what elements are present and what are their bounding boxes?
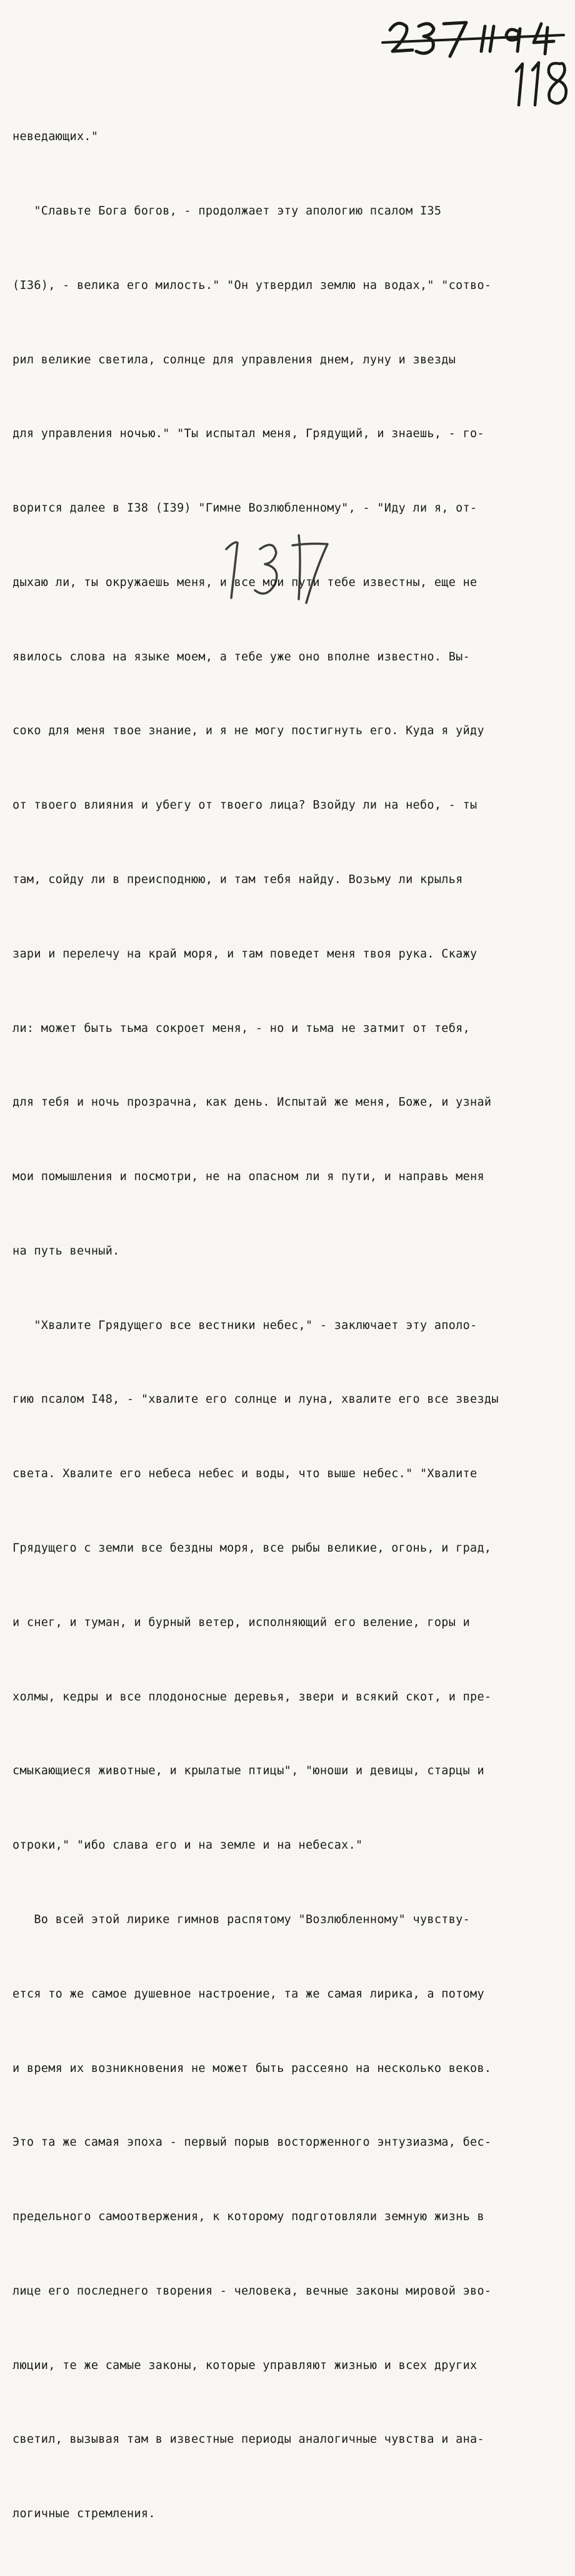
text-line: для тебя и ночь прозрачна, как день. Испытай же меня, Боже, и узнай: [12, 1096, 492, 1109]
text-line: люции, те же самые законы, которые управляют жизнью и всех других: [12, 2358, 478, 2372]
text-line: лице его последнего творения - человека, вечные законы мировой эво-: [12, 2284, 492, 2298]
text-line: Во всей этой лирике гимнов распятому "Возлюбленному" чувству-: [12, 1912, 471, 1926]
text-line: рил великие светила, солнце для управления днем, луну и звезды: [12, 353, 456, 366]
text-line: ворится далее в I38 (I39) "Гимне Возлюбленному", - "Иду ли я, от-: [12, 502, 478, 515]
text-line: ли: может быть тьма сокроет меня, - но и тьма не затмит от тебя,: [12, 1021, 471, 1035]
text-line: "Славьте Бога богов, - продолжает эту апологию псалом I35: [12, 204, 442, 218]
text-line: дыхаю ли, ты окружаешь меня, и все мои пути тебе известны, еще не: [12, 575, 478, 589]
text-line: зари и перелечу на край моря, и там поведет меня твоя рука. Скажу: [12, 947, 478, 961]
text-line: Это та же самая эпоха - первый порыв восторженного энтузиазма, бес-: [12, 2136, 492, 2149]
text-line: холмы, кедры и все плодоносные деревья, звери и всякий скот, и пре-: [12, 1690, 492, 1704]
typed-text-body: [12, 75, 550, 2576]
text-line: для управления ночью." "Ты испытал меня, Грядущий, и знаешь, - го-: [12, 427, 484, 441]
text-line: (I36), - велика его милость." "Он утвердил землю на водах," "сотво-: [12, 278, 492, 292]
text-line: там, сойду ли в преисподнюю, и там тебя найду. Возьму ли крылья: [12, 873, 463, 886]
text-line: Грядущего с земли все бездны моря, все рыбы великие, огонь, и град,: [12, 1542, 492, 1555]
text-line: предельного самоотвержения, к которому подготовляли земную жизнь в: [12, 2210, 484, 2224]
text-line: света. Хвалите его небеса небес и воды, что выше небес." "Хвалите: [12, 1467, 478, 1481]
text-line: отроки," "ибо слава его и на земле и на небесах.": [12, 1839, 363, 1852]
text-line: явилось слова на языке моем, а тебе уже оно вполне известно. Вы-: [12, 650, 471, 664]
text-line: "Хвалите Грядущего все вестники небес," - заключает эту аполо-: [12, 1318, 478, 1332]
text-line: соко для меня твое знание, и я не могу постигнуть его. Куда я уйду: [12, 724, 484, 738]
text-line: гию псалом I48, - "хвалите его солнце и луна, хвалите его все звезды: [12, 1393, 499, 1407]
text-line: логичные стремления.: [12, 2507, 156, 2521]
text-line: и время их возникновения не может быть рассеяно на несколько веков.: [12, 2061, 492, 2075]
text-line: от твоего влияния и убегу от твоего лица? Взойду ли на небо, - ты: [12, 799, 478, 812]
text-line: и снег, и туман, и бурный ветер, исполняющий его веление, горы и: [12, 1615, 471, 1629]
text-line: мои помышления и посмотри, не на опасном ли я пути, и направь меня: [12, 1170, 484, 1184]
text-line: неведающих.": [12, 130, 99, 144]
text-line: ется то же самое душевное настроение, та же самая лирика, а потому: [12, 1987, 484, 2001]
text-line: смыкающиеся животные, и крылатые птицы", "юноши и девицы, старцы и: [12, 1764, 484, 1778]
text-line: на путь вечный.: [12, 1244, 120, 1258]
text-line: светил, вызывая там в известные периоды аналогичные чувства и ана-: [12, 2433, 484, 2447]
